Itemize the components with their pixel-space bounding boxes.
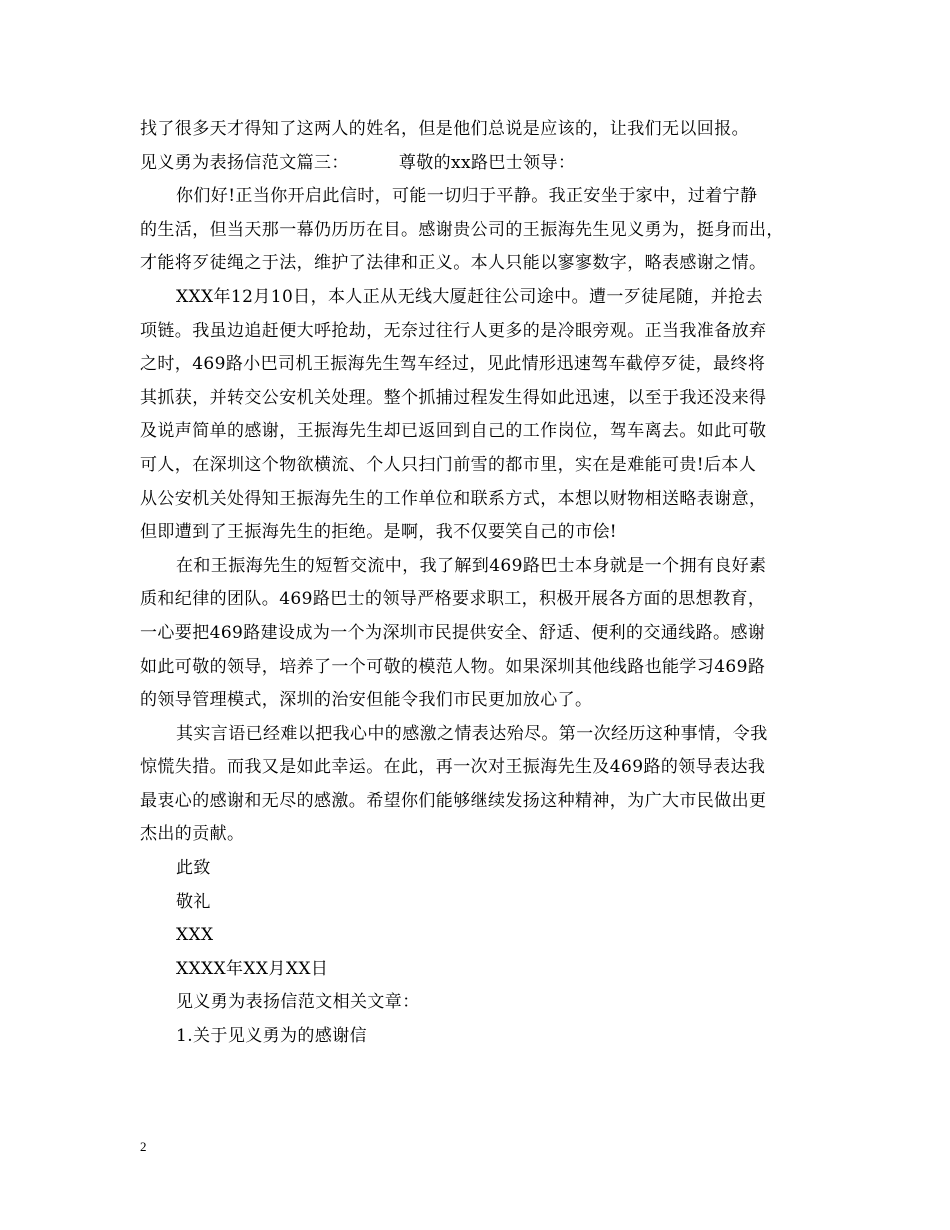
related-articles-heading: 见义勇为表扬信范文相关文章：	[176, 992, 420, 1013]
signature: XXX	[176, 925, 214, 946]
paragraph-line: 之时，469路小巴司机王振海先生驾车经过，见此情形迅速驾车截停歹徒，最终将	[140, 354, 766, 375]
section-title: 见义勇为表扬信范文篇三：	[140, 152, 349, 173]
related-article-link[interactable]: 1.关于见义勇为的感谢信	[176, 1026, 368, 1047]
paragraph-line: 才能将歹徒绳之于法，维护了法律和正义。本人只能以寥寥数字，略表感谢之情。	[140, 253, 767, 274]
salutation: 尊敬的xx路巴士领导：	[398, 152, 576, 173]
paragraph-line: 的生活，但当天那一幕仍历历在目。感谢贵公司的王振海先生见义勇为，挺身而出，	[140, 219, 784, 240]
closing-line-2: 敬礼	[176, 891, 211, 912]
opening-line: 找了很多天才得知了这两人的姓名，但是他们总说是应该的，让我们无以回报。	[140, 119, 749, 139]
paragraph-line: XXX年12月10日，本人正从无线大厦赶往公司途中。遭一歹徒尾随，并抢去	[176, 286, 763, 307]
paragraph-line: 可人，在深圳这个物欲横流、个人只扫门前雪的都市里，实在是难能可贵!后本人	[140, 454, 757, 475]
paragraph-3	[140, 550, 812, 718]
paragraph-line: 一心要把469路建设成为一个为深圳市民提供安全、舒适、便利的交通线路。感谢	[140, 622, 766, 643]
letter-date: XXXX年XX月XX日	[176, 958, 329, 979]
paragraph-line: 其实言语已经难以把我心中的感激之情表达殆尽。第一次经历这种事情，令我	[176, 723, 768, 744]
paragraph-line: 质和纪律的团队。469路巴士的领导严格要求职工，积极开展各方面的思想教育，	[140, 589, 766, 610]
paragraph-4	[140, 718, 812, 852]
paragraph-line: 从公安机关处得知王振海先生的工作单位和联系方式，本想以财物相送略表谢意，	[140, 488, 767, 509]
paragraph-line: 如此可敬的领导，培养了一个可敬的模范人物。如果深圳其他线路也能学习469路	[140, 656, 766, 677]
paragraph-line: 其抓获，并转交公安机关处理。整个抓捕过程发生得如此迅速，以至于我还没来得	[140, 387, 767, 408]
paragraph-line: 最衷心的感谢和无尽的感激。希望你们能够继续发扬这种精神，为广大市民做出更	[140, 790, 767, 811]
page-number: 2	[140, 1139, 147, 1154]
paragraph-1	[140, 180, 812, 281]
closing-line-1: 此致	[176, 858, 211, 879]
paragraph-line: 但即遭到了王振海先生的拒绝。是啊，我不仅要笑自己的市侩!	[140, 522, 618, 543]
paragraph-line: 的领导管理模式，深圳的治安但能令我们市民更加放心了。	[140, 690, 593, 711]
letter-body	[140, 113, 812, 1054]
paragraph-line: 项链。我虽边追赶便大呼抢劫，无奈过往行人更多的是冷眼旁观。正当我准备放弃	[140, 320, 767, 341]
section-heading-line	[140, 147, 812, 181]
paragraph-2	[140, 281, 812, 550]
paragraph-line: 在和王振海先生的短暂交流中，我了解到469路巴士本身就是一个拥有良好素	[176, 555, 767, 576]
paragraph-line: 你们好!正当你开启此信时，可能一切归于平静。我正安坐于家中，过着宁静	[176, 186, 758, 207]
paragraph-line: 惊慌失措。而我又是如此幸运。在此，再一次对王振海先生及469路的领导表达我	[140, 757, 766, 778]
paragraph-line: 杰出的贡献。	[140, 824, 245, 845]
paragraph-line: 及说声简单的感谢，王振海先生却已返回到自己的工作岗位，驾车离去。如此可敬	[140, 421, 767, 442]
